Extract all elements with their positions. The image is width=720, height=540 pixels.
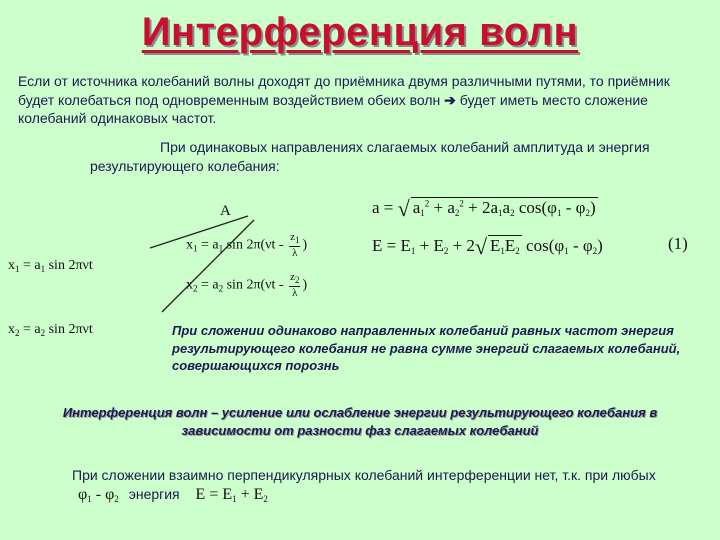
intro-text: Если от источника колебаний волны доходят до приёмника двумя различными путями, то приёмник будет колебаться под одновременным воздействием обеих волн <box>18 73 670 108</box>
wave-eq-2: $x_2 = a_2$ sin 2π(νt - $\frac{z_2}{\lambda}$ ) <box>186 271 308 299</box>
arrow-right-icon: ➔ <box>444 91 456 108</box>
note-equal-frequencies: При сложении одинаково направленных колебаний равных частот энергия результирующего колебания не равна сумме энергий слагаемых колебаний, совершающихся порознь <box>172 323 681 373</box>
perpendicular-text: При сложении взаимно перпендикулярных колебаний интерференции нет, т.к. при любых <box>72 467 656 483</box>
fraction-z2-lambda: $\frac{z_2}{\lambda}$ <box>290 271 300 299</box>
wave-eq-1: $x_1 = a_1$ sin 2π(νt - $\frac{z_1}{\lambda}$ ) <box>186 231 308 259</box>
interference-definition: Интерференция волн – усиление или ослабление энергии результирующего колебания в зависимости от разности фаз слагаемых колебаний <box>62 405 658 438</box>
energy-formula: $E = E_1 + E_2 + 2√$ $E_1E_2$ $\cos(\varphi_1 - \varphi_2)$ <box>372 234 603 259</box>
point-a-label: A <box>220 203 231 219</box>
equation-number: (1) <box>668 234 688 253</box>
fraction-z1-lambda: $\frac{z_1}{\lambda}$ <box>290 231 300 259</box>
perpendicular-paragraph <box>72 466 692 508</box>
intro-text-after: будет иметь место сложение колебаний одинаковых частот. <box>18 91 648 126</box>
energy-word: энергия <box>128 485 180 502</box>
amplitude-formula: a = √ $a_1^2 + a_2^2 + 2a_1a_2$ $\cos(\varphi_1 - \varphi_2)$ <box>372 196 596 221</box>
page-title: Интерференция волн <box>141 10 579 54</box>
same-direction-paragraph: При одинаковых направлениях слагаемых колебаний амплитуда и энергия результирующего колебания: <box>90 139 650 174</box>
source-eq-x1: $x_1 = a_1$ sin 2πνt <box>8 258 93 274</box>
energy-sum-formula: $E = E_1 + E_2$ <box>195 485 268 504</box>
phase-difference: $\varphi_1 - \varphi_2$ <box>78 485 119 504</box>
source-eq-x2: $x_2 = a_2$ sin 2πνt <box>8 322 93 338</box>
